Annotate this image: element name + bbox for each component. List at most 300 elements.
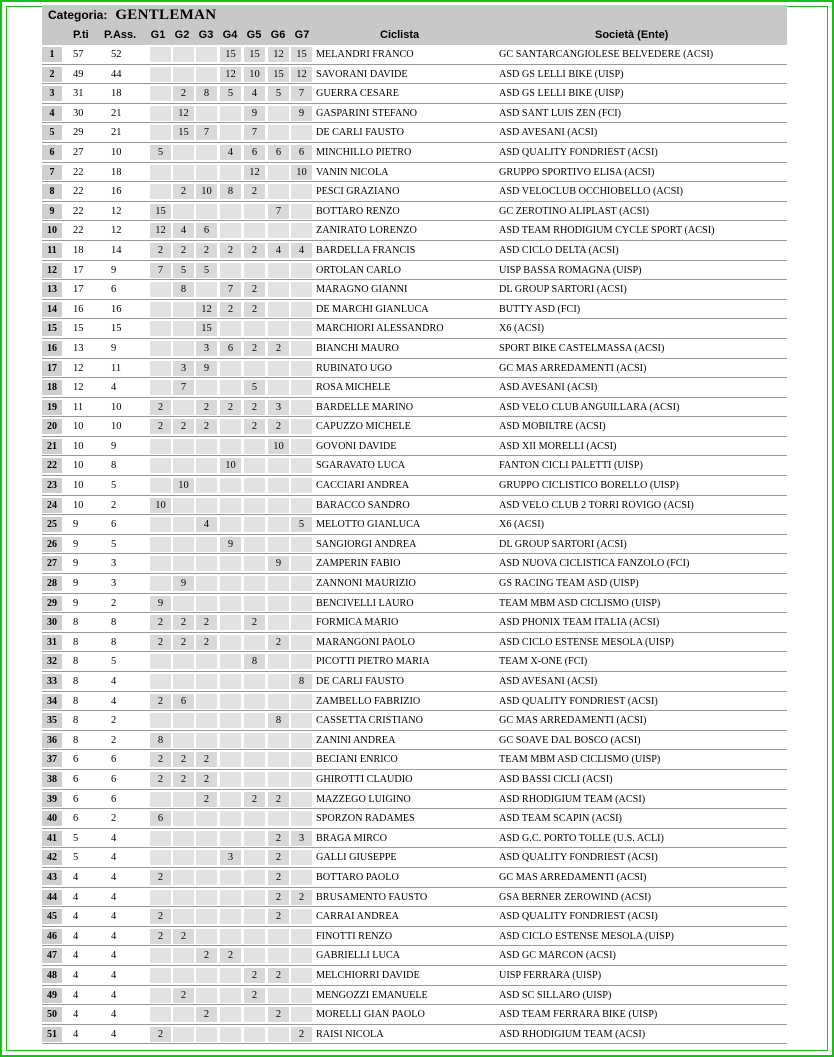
stage-5-cell — [244, 596, 265, 611]
points-cell: 8 — [73, 695, 79, 707]
stage-7-cell — [291, 556, 312, 571]
rank-cell: 21 — [42, 439, 62, 454]
stage-2-cell — [173, 811, 194, 826]
stage-5-cell — [244, 635, 265, 650]
stage-7-cell: 2 — [291, 1027, 312, 1042]
club-name: ASD VELOCLUB OCCHIOBELLO (ACSI) — [499, 186, 684, 198]
rank-cell: 2 — [42, 67, 62, 82]
rider-name: CAPUZZO MICHELE — [316, 421, 411, 433]
points-cell: 4 — [73, 891, 79, 903]
table-row — [42, 261, 787, 281]
stage-4-cell — [220, 419, 241, 434]
stage-3-cell — [196, 988, 217, 1003]
club-name: ASD QUALITY FONDRIEST (ACSI) — [499, 695, 658, 707]
stage-4-cell: 9 — [220, 537, 241, 552]
club-name: TEAM MBM ASD CICLISMO (UISP) — [499, 597, 661, 609]
stage-7-cell: 7 — [291, 86, 312, 101]
stage-2-cell: 2 — [173, 988, 194, 1003]
club-name: DL GROUP SARTORI (ACSI) — [499, 284, 627, 296]
rider-name: MELCHIORRI DAVIDE — [316, 969, 420, 981]
stage-3-cell: 2 — [196, 948, 217, 963]
stage-6-cell — [268, 654, 289, 669]
absolute-points-cell: 4 — [111, 989, 117, 1001]
rider-name: CARRAI ANDREA — [316, 911, 399, 923]
table-row — [42, 986, 787, 1006]
rank-cell: 4 — [42, 106, 62, 121]
rank-cell: 11 — [42, 243, 62, 258]
stage-7-cell — [291, 752, 312, 767]
stage-5-cell — [244, 556, 265, 571]
points-cell: 17 — [73, 264, 84, 276]
stage-4-cell — [220, 1007, 241, 1022]
stage-4-cell — [220, 654, 241, 669]
rider-name: ZAMPERIN FABIO — [316, 558, 401, 570]
table-row — [42, 300, 787, 320]
stage-7-cell — [291, 968, 312, 983]
stage-2-cell: 3 — [173, 361, 194, 376]
stage-3-cell — [196, 47, 217, 62]
absolute-points-cell: 5 — [111, 656, 117, 668]
stage-5-cell — [244, 1007, 265, 1022]
rider-name: SANGIORGI ANDREA — [316, 538, 417, 550]
stage-5-cell: 2 — [244, 243, 265, 258]
stage-4-cell — [220, 556, 241, 571]
stage-6-cell — [268, 321, 289, 336]
stage-3-cell — [196, 165, 217, 180]
absolute-points-cell: 21 — [111, 127, 122, 139]
rank-cell: 9 — [42, 204, 62, 219]
stage-1-cell — [150, 792, 171, 807]
rider-name: MENGOZZI EMANUELE — [316, 989, 428, 1001]
rank-cell: 32 — [42, 654, 62, 669]
rank-cell: 31 — [42, 635, 62, 650]
rank-cell: 22 — [42, 458, 62, 473]
stage-7-cell — [291, 850, 312, 865]
stage-1-cell: 2 — [150, 419, 171, 434]
absolute-points-cell: 18 — [111, 88, 122, 100]
rank-cell: 44 — [42, 890, 62, 905]
stage-6-cell — [268, 674, 289, 689]
stage-7-cell — [291, 772, 312, 787]
rank-cell: 25 — [42, 517, 62, 532]
stage-5-cell: 2 — [244, 419, 265, 434]
stage-6-cell: 4 — [268, 243, 289, 258]
stage-2-cell: 2 — [173, 615, 194, 630]
stage-3-cell: 2 — [196, 243, 217, 258]
stage-5-cell — [244, 498, 265, 513]
stage-4-cell — [220, 576, 241, 591]
rider-name: GHIROTTI CLAUDIO — [316, 773, 413, 785]
stage-7-cell — [291, 223, 312, 238]
stage-5-cell — [244, 537, 265, 552]
rank-cell: 5 — [42, 125, 62, 140]
stage-5-cell: 12 — [244, 165, 265, 180]
table-row — [42, 1025, 787, 1045]
points-cell: 4 — [73, 989, 79, 1001]
stage-6-cell — [268, 1027, 289, 1042]
stage-1-cell: 10 — [150, 498, 171, 513]
stage-4-cell: 2 — [220, 302, 241, 317]
stage-4-cell: 2 — [220, 948, 241, 963]
rider-name: DE CARLI FAUSTO — [316, 127, 404, 139]
stage-7-cell — [291, 380, 312, 395]
stage-1-cell — [150, 831, 171, 846]
stage-5-cell: 6 — [244, 145, 265, 160]
rank-cell: 15 — [42, 321, 62, 336]
stage-1-cell — [150, 988, 171, 1003]
stage-2-cell: 7 — [173, 380, 194, 395]
rank-cell: 10 — [42, 223, 62, 238]
stage-5-cell — [244, 694, 265, 709]
stage-7-cell — [291, 498, 312, 513]
table-row — [42, 907, 787, 927]
stage-7-cell: 8 — [291, 674, 312, 689]
rider-name: ROSA MICHELE — [316, 382, 391, 394]
stage-2-cell — [173, 341, 194, 356]
stage-7-cell: 6 — [291, 145, 312, 160]
table-row — [42, 535, 787, 555]
table-row — [42, 359, 787, 379]
stage-1-cell — [150, 576, 171, 591]
stage-4-cell — [220, 106, 241, 121]
stage-3-cell — [196, 596, 217, 611]
rider-name: MAZZEGO LUIGINO — [316, 793, 411, 805]
club-name: ASD GC MARCON (ACSI) — [499, 950, 616, 962]
stage-5-cell: 7 — [244, 125, 265, 140]
absolute-points-cell: 16 — [111, 303, 122, 315]
club-name: ASD RHODIGIUM TEAM (ACSI) — [499, 793, 646, 805]
header-points: P.ti — [73, 29, 89, 41]
stage-4-cell — [220, 165, 241, 180]
stage-1-cell — [150, 478, 171, 493]
absolute-points-cell: 4 — [111, 891, 117, 903]
stage-3-cell: 2 — [196, 792, 217, 807]
stage-4-cell: 4 — [220, 145, 241, 160]
points-cell: 22 — [73, 205, 84, 217]
table-row — [42, 84, 787, 104]
points-cell: 31 — [73, 88, 84, 100]
stage-5-cell — [244, 321, 265, 336]
stage-4-cell — [220, 968, 241, 983]
rider-name: PICOTTI PIETRO MARIA — [316, 656, 430, 668]
stage-4-cell — [220, 792, 241, 807]
stage-2-cell — [173, 674, 194, 689]
stage-5-cell — [244, 361, 265, 376]
stage-4-cell: 3 — [220, 850, 241, 865]
absolute-points-cell: 4 — [111, 930, 117, 942]
rank-cell: 26 — [42, 537, 62, 552]
club-name: GC SANTARCANGIOLESE BELVEDERE (ACSI) — [499, 49, 714, 60]
stage-5-cell — [244, 517, 265, 532]
stage-1-cell: 2 — [150, 929, 171, 944]
absolute-points-cell: 11 — [111, 362, 122, 374]
stage-7-cell — [291, 537, 312, 552]
stage-6-cell — [268, 263, 289, 278]
points-cell: 49 — [73, 68, 84, 80]
stage-2-cell: 2 — [173, 635, 194, 650]
absolute-points-cell: 9 — [111, 264, 117, 276]
stage-1-cell: 2 — [150, 772, 171, 787]
points-cell: 30 — [73, 107, 84, 119]
stage-2-cell: 2 — [173, 243, 194, 258]
absolute-points-cell: 4 — [111, 911, 117, 923]
table-row — [42, 182, 787, 202]
stage-6-cell — [268, 282, 289, 297]
stage-7-cell: 4 — [291, 243, 312, 258]
points-cell: 8 — [73, 636, 79, 648]
rider-name: DE MARCHI GIANLUCA — [316, 303, 429, 315]
rider-name: ORTOLAN CARLO — [316, 264, 401, 276]
rider-name: SPORZON RADAMES — [316, 813, 415, 825]
stage-2-cell: 2 — [173, 752, 194, 767]
rider-name: VANIN NICOLA — [316, 166, 389, 178]
stage-4-cell: 10 — [220, 458, 241, 473]
stage-3-cell — [196, 713, 217, 728]
points-cell: 29 — [73, 127, 84, 139]
table-row — [42, 750, 787, 770]
table-row — [42, 966, 787, 986]
club-name: ASD NUOVA CICLISTICA FANZOLO (FCI) — [499, 558, 690, 570]
stage-3-cell — [196, 654, 217, 669]
stage-4-cell: 8 — [220, 184, 241, 199]
stage-4-cell — [220, 321, 241, 336]
table-row — [42, 123, 787, 143]
stage-6-cell: 2 — [268, 831, 289, 846]
stage-1-cell: 12 — [150, 223, 171, 238]
stage-1-cell: 5 — [150, 145, 171, 160]
rider-name: RUBINATO UGO — [316, 362, 392, 374]
stage-3-cell: 3 — [196, 341, 217, 356]
points-cell: 9 — [73, 578, 79, 590]
club-name: ASD XII MORELLI (ACSI) — [499, 440, 617, 452]
absolute-points-cell: 2 — [111, 715, 117, 727]
table-row — [42, 319, 787, 339]
stage-7-cell — [291, 694, 312, 709]
rank-cell: 37 — [42, 752, 62, 767]
rank-cell: 18 — [42, 380, 62, 395]
stage-7-cell — [291, 478, 312, 493]
table-row — [42, 594, 787, 614]
stage-4-cell — [220, 694, 241, 709]
stage-3-cell — [196, 478, 217, 493]
stage-4-cell: 2 — [220, 400, 241, 415]
points-cell: 6 — [73, 813, 79, 825]
header-club: Società (Ente) — [595, 29, 669, 41]
stage-5-cell: 2 — [244, 184, 265, 199]
rider-name: CACCIARI ANDREA — [316, 480, 410, 492]
points-cell: 10 — [73, 480, 84, 492]
rank-cell: 47 — [42, 948, 62, 963]
stage-2-cell — [173, 47, 194, 62]
stage-4-cell — [220, 929, 241, 944]
table-row — [42, 809, 787, 829]
stage-2-cell: 2 — [173, 419, 194, 434]
stage-7-cell — [291, 909, 312, 924]
stage-5-cell — [244, 831, 265, 846]
rider-name: FINOTTI RENZO — [316, 930, 393, 942]
table-row — [42, 221, 787, 241]
stage-4-cell — [220, 439, 241, 454]
stage-4-cell — [220, 733, 241, 748]
stage-3-cell: 2 — [196, 635, 217, 650]
stage-4-cell — [220, 380, 241, 395]
stage-2-cell: 8 — [173, 282, 194, 297]
rider-name: ZAMBELLO FABRIZIO — [316, 695, 421, 707]
stage-1-cell — [150, 106, 171, 121]
rider-name: BIANCHI MAURO — [316, 342, 399, 354]
stage-7-cell: 9 — [291, 106, 312, 121]
stage-6-cell — [268, 596, 289, 611]
stage-6-cell — [268, 380, 289, 395]
stage-7-cell — [291, 125, 312, 140]
stage-2-cell: 6 — [173, 694, 194, 709]
stage-1-cell: 2 — [150, 1027, 171, 1042]
rider-name: MELOTTO GIANLUCA — [316, 519, 421, 531]
points-cell: 4 — [73, 969, 79, 981]
stage-7-cell: 2 — [291, 890, 312, 905]
stage-5-cell — [244, 576, 265, 591]
table-row — [42, 770, 787, 790]
stage-4-cell: 7 — [220, 282, 241, 297]
stage-6-cell: 2 — [268, 1007, 289, 1022]
points-cell: 5 — [73, 852, 79, 864]
stage-6-cell — [268, 772, 289, 787]
stage-3-cell — [196, 850, 217, 865]
table-row — [42, 417, 787, 437]
table-row — [42, 790, 787, 810]
absolute-points-cell: 8 — [111, 460, 117, 472]
points-cell: 27 — [73, 146, 84, 158]
club-name: ASD SANT LUIS ZEN (FCI) — [499, 107, 622, 119]
rank-cell: 51 — [42, 1027, 62, 1042]
stage-5-cell — [244, 1027, 265, 1042]
points-cell: 11 — [73, 401, 84, 413]
stage-7-cell — [291, 263, 312, 278]
stage-2-cell — [173, 145, 194, 160]
stage-3-cell — [196, 870, 217, 885]
stage-2-cell — [173, 439, 194, 454]
rider-name: MARCHIORI ALESSANDRO — [316, 323, 444, 335]
absolute-points-cell: 9 — [111, 342, 117, 354]
rider-name: GALLI GIUSEPPE — [316, 852, 397, 864]
table-row — [42, 613, 787, 633]
stage-3-cell — [196, 929, 217, 944]
stage-3-cell — [196, 282, 217, 297]
stage-7-cell — [291, 204, 312, 219]
stage-6-cell — [268, 537, 289, 552]
stage-5-cell — [244, 223, 265, 238]
stage-2-cell: 10 — [173, 478, 194, 493]
rank-cell: 3 — [42, 86, 62, 101]
stage-5-cell: 2 — [244, 968, 265, 983]
stage-3-cell — [196, 576, 217, 591]
stage-2-cell — [173, 498, 194, 513]
stage-2-cell — [173, 537, 194, 552]
absolute-points-cell: 10 — [111, 401, 122, 413]
stage-3-cell: 7 — [196, 125, 217, 140]
rank-cell: 49 — [42, 988, 62, 1003]
stage-6-cell: 2 — [268, 341, 289, 356]
table-row — [42, 515, 787, 535]
rider-name: BOTTARO PAOLO — [316, 871, 399, 883]
stage-3-cell — [196, 968, 217, 983]
club-name: ASD TEAM FERRARA BIKE (UISP) — [499, 1009, 658, 1021]
stage-5-cell — [244, 909, 265, 924]
table-row — [42, 888, 787, 908]
club-name: ASD QUALITY FONDRIEST (ACSI) — [499, 146, 658, 158]
table-row — [42, 633, 787, 653]
header-rider: Ciclista — [380, 29, 420, 41]
table-row — [42, 104, 787, 124]
stage-2-cell — [173, 948, 194, 963]
points-cell: 4 — [73, 871, 79, 883]
stage-5-cell: 4 — [244, 86, 265, 101]
stage-5-cell: 2 — [244, 341, 265, 356]
stage-5-cell — [244, 204, 265, 219]
stage-2-cell — [173, 596, 194, 611]
points-cell: 8 — [73, 656, 79, 668]
points-cell: 13 — [73, 342, 84, 354]
stage-3-cell: 2 — [196, 419, 217, 434]
club-name: ASD GS LELLI BIKE (UISP) — [499, 88, 624, 100]
stage-6-cell — [268, 165, 289, 180]
stage-3-cell — [196, 909, 217, 924]
club-name: GC SOAVE DAL BOSCO (ACSI) — [499, 734, 641, 746]
stage-6-cell — [268, 694, 289, 709]
stage-6-cell: 2 — [268, 968, 289, 983]
stage-5-cell — [244, 713, 265, 728]
points-cell: 18 — [73, 244, 84, 256]
stage-5-cell: 10 — [244, 67, 265, 82]
rider-name: ZANNONI MAURIZIO — [316, 578, 416, 590]
club-name: X6 (ACSI) — [499, 519, 544, 531]
club-name: ASD GS LELLI BIKE (UISP) — [499, 68, 624, 80]
stage-2-cell — [173, 67, 194, 82]
rider-name: GUERRA CESARE — [316, 88, 399, 100]
table-row — [42, 339, 787, 359]
stage-1-cell — [150, 458, 171, 473]
stage-6-cell — [268, 458, 289, 473]
rank-cell: 24 — [42, 498, 62, 513]
stage-6-cell: 10 — [268, 439, 289, 454]
stage-6-cell: 5 — [268, 86, 289, 101]
points-cell: 10 — [73, 460, 84, 472]
stage-5-cell: 5 — [244, 380, 265, 395]
absolute-points-cell: 4 — [111, 871, 117, 883]
points-cell: 6 — [73, 773, 79, 785]
stage-6-cell: 2 — [268, 419, 289, 434]
stage-6-cell — [268, 948, 289, 963]
points-cell: 12 — [73, 362, 84, 374]
stage-3-cell: 6 — [196, 223, 217, 238]
table-row — [42, 280, 787, 300]
table-row — [42, 868, 787, 888]
stage-1-cell — [150, 282, 171, 297]
stage-4-cell — [220, 831, 241, 846]
header-stage-1: G1 — [150, 29, 166, 41]
stage-3-cell — [196, 694, 217, 709]
rider-name: MARANGONI PAOLO — [316, 636, 415, 648]
stage-6-cell: 2 — [268, 890, 289, 905]
stage-2-cell: 4 — [173, 223, 194, 238]
stage-2-cell — [173, 713, 194, 728]
club-name: FANTON CICLI PALETTI (UISP) — [499, 460, 643, 472]
points-cell: 4 — [73, 1028, 79, 1040]
stage-2-cell — [173, 321, 194, 336]
rank-cell: 48 — [42, 968, 62, 983]
points-cell: 16 — [73, 303, 84, 315]
stage-1-cell — [150, 537, 171, 552]
